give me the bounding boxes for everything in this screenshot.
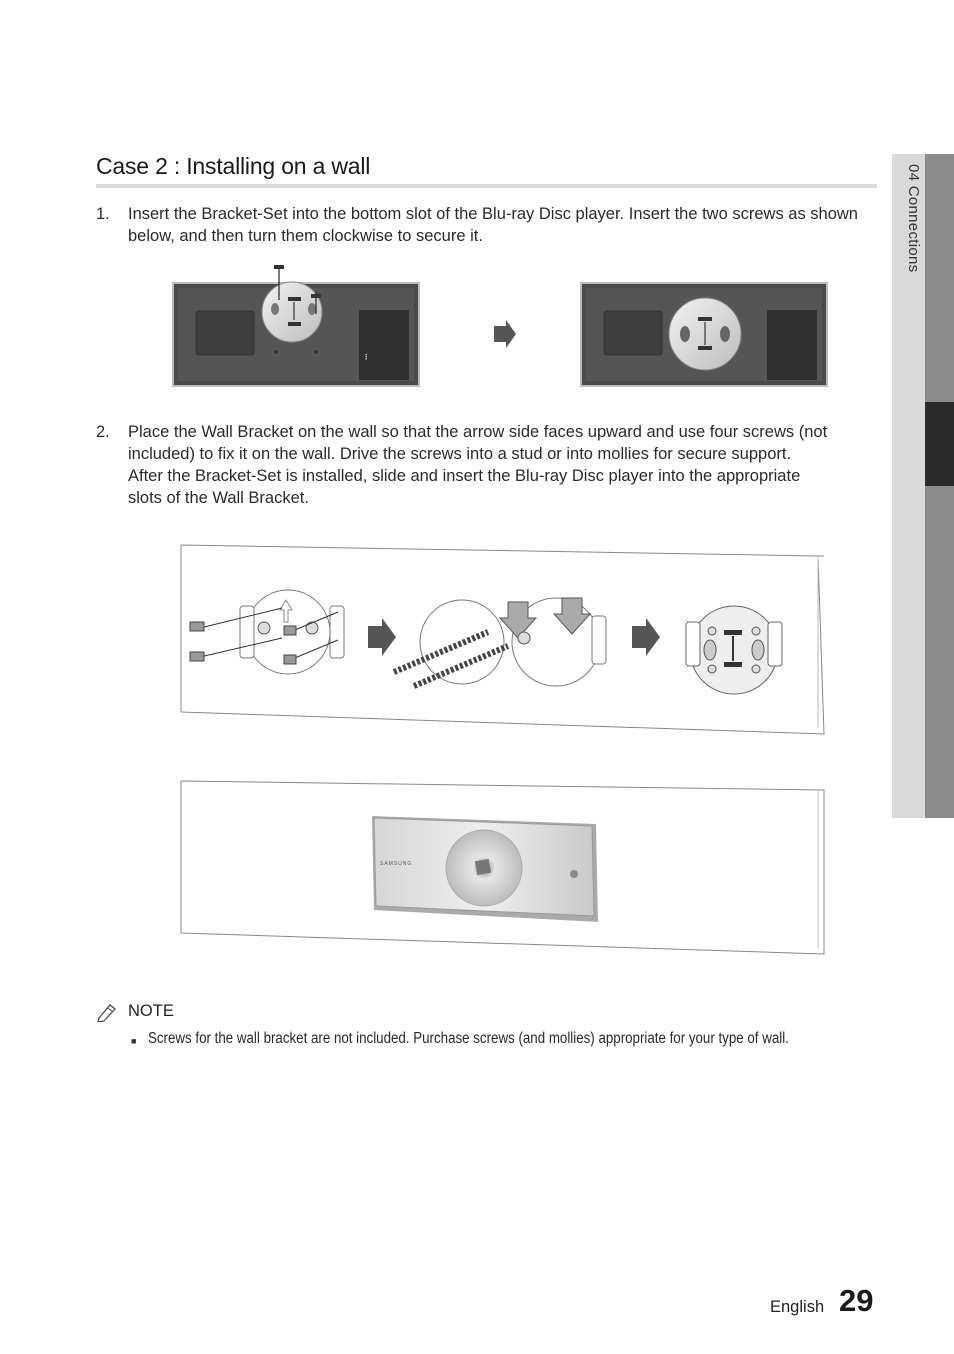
svg-text:▪▪▪: ▪▪▪ (364, 353, 370, 360)
step-text-line: slots of the Wall Bracket. (128, 489, 309, 507)
brand-logo: SAMSUNG (380, 861, 413, 867)
side-tab-label: 04 Connections (905, 164, 922, 273)
title-rule (96, 184, 877, 188)
bluray-logo-icon (570, 870, 578, 878)
note-icon (96, 1000, 122, 1022)
side-tab-strip (925, 154, 954, 818)
arrow-right-icon (494, 320, 516, 348)
step-text-line: included) to fix it on the wall. Drive the screws into a stud or into mollies for secure support. (128, 445, 792, 463)
step-number: 1. (96, 205, 110, 223)
bullet-icon: ■ (131, 1036, 137, 1046)
bracket-insert-figure (170, 262, 835, 390)
step-number: 2. (96, 423, 110, 441)
side-tab-marker (925, 402, 954, 486)
wall-bracket-figure (178, 542, 828, 738)
note-item: Screws for the wall bracket are not included. Purchase screws (and mollies) appropriate for your type of wall. (148, 1030, 789, 1047)
note-label: NOTE (128, 1002, 174, 1020)
player-bottom-after (580, 282, 828, 387)
player-mounted-figure (178, 776, 828, 958)
player-bottom-before (172, 265, 420, 387)
page-title: Case 2 : Installing on a wall (96, 153, 371, 179)
step-text-line: After the Bracket-Set is installed, slide and insert the Blu-ray Disc player into the appropriate (128, 467, 801, 485)
step-text-line: below, and then turn them clockwise to secure it. (128, 227, 483, 245)
step-text-line: Insert the Bracket-Set into the bottom slot of the Blu-ray Disc player. Insert the two screws as shown (128, 205, 858, 223)
step-text-line: Place the Wall Bracket on the wall so that the arrow side faces upward and use four screws (not (128, 423, 828, 441)
footer-language: English (770, 1298, 825, 1316)
bluray-player (372, 816, 598, 922)
page-number: 29 (839, 1283, 874, 1318)
